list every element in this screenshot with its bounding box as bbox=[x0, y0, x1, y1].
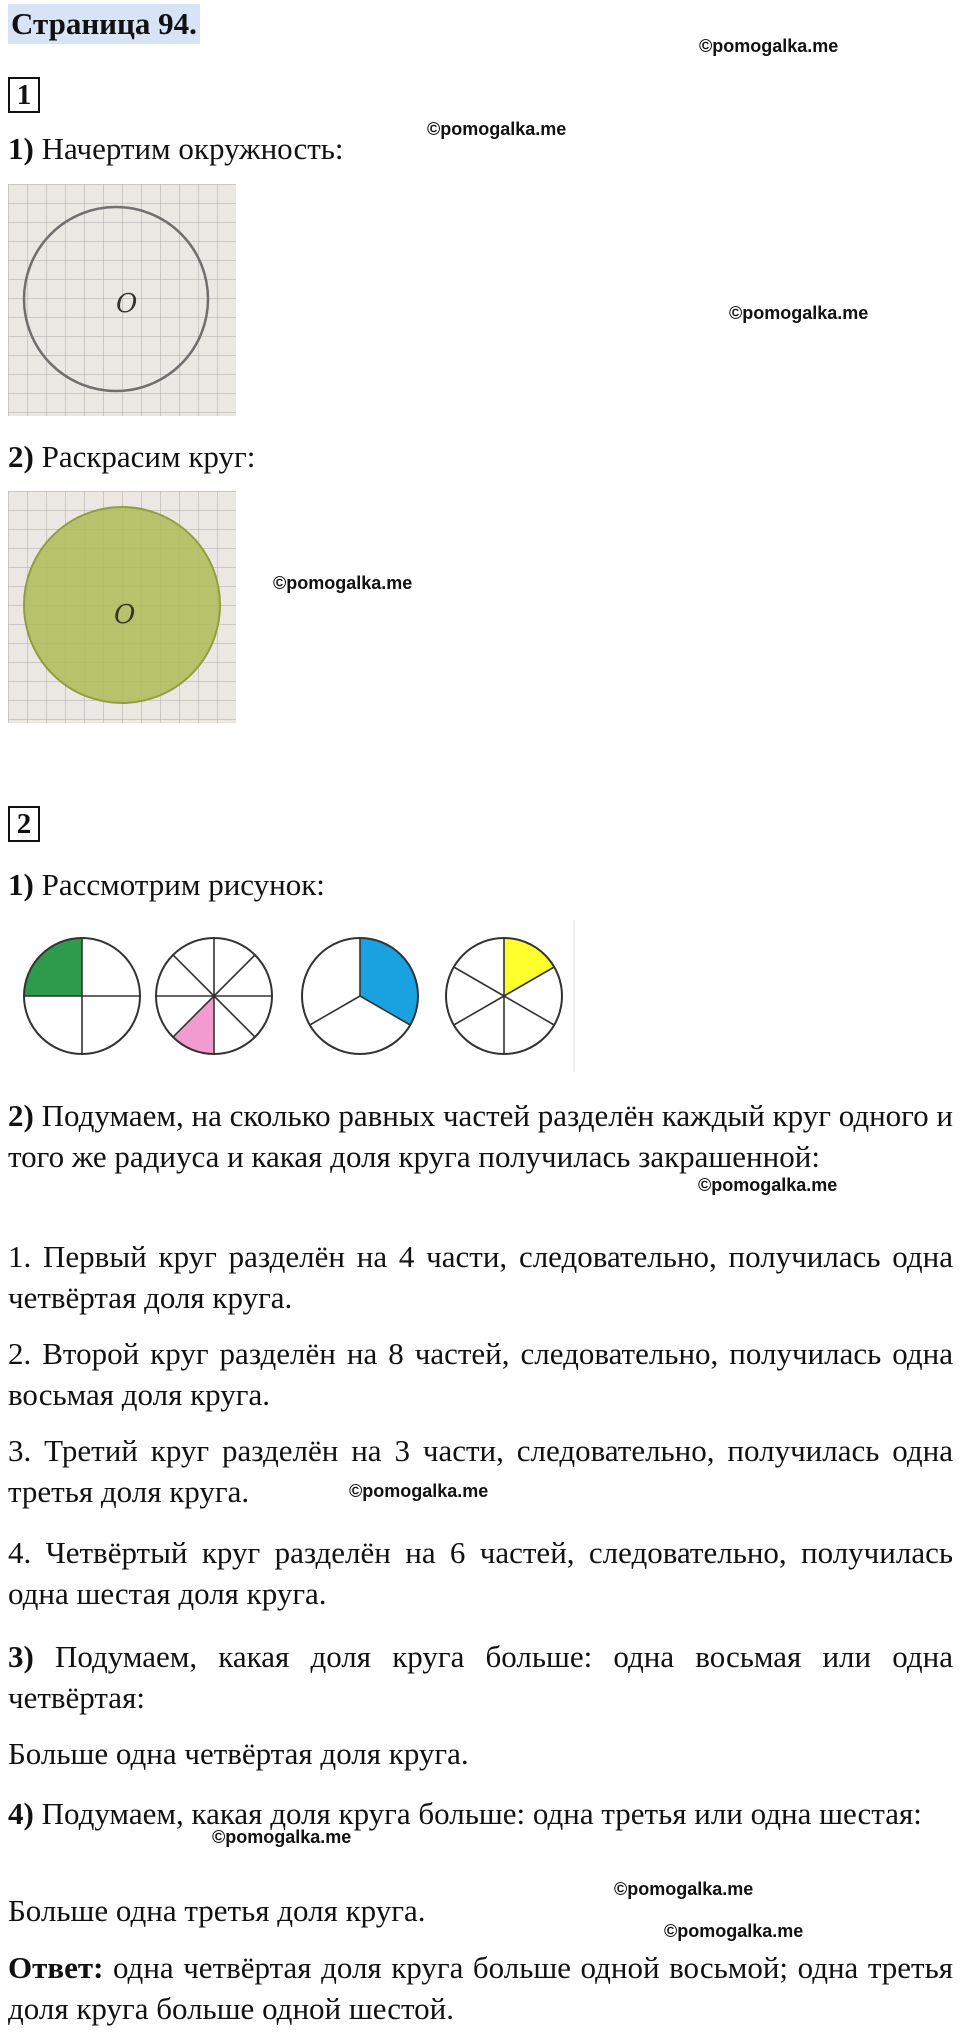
watermark: ©pomogalka.me bbox=[729, 303, 869, 323]
task2-step1 bbox=[8, 864, 325, 905]
watermark: ©pomogalka.me bbox=[349, 1481, 489, 1501]
task2-step2-text: Подумаем, на сколько равных частей разделён каждый круг одного и того же радиуса и какая доля круга получилась закрашенной: bbox=[8, 1098, 953, 1174]
task2-step1-text: Рассмотрим рисунок: bbox=[33, 867, 325, 902]
task-number-2: 2 bbox=[8, 806, 40, 842]
task1-step1 bbox=[8, 128, 344, 169]
task2-step2 bbox=[8, 1095, 953, 1177]
page-title: Страница 94. bbox=[8, 4, 200, 44]
task2-step4-number: 4) bbox=[8, 1796, 34, 1831]
task1-step1-text: Начертим окружность: bbox=[33, 131, 344, 166]
watermark: ©pomogalka.me bbox=[614, 1879, 754, 1899]
task1-step1-number: 1) bbox=[8, 131, 34, 166]
answer-label: Ответ: bbox=[8, 1950, 104, 1985]
watermark: ©pomogalka.me bbox=[698, 1175, 838, 1195]
task-number-1: 1 bbox=[8, 77, 40, 113]
task2-step3-number: 3) bbox=[8, 1639, 34, 1674]
watermark: ©pomogalka.me bbox=[664, 1921, 804, 1941]
circle-drawing-photo bbox=[8, 184, 236, 416]
task1-step2-number: 2) bbox=[8, 439, 34, 474]
task2-step3-answer: Больше одна четвёртая доля круга. bbox=[8, 1736, 469, 1771]
task2-step4-text: Подумаем, какая доля круга больше: одна третья или одна шестая: bbox=[33, 1796, 922, 1831]
fraction-circle bbox=[24, 938, 140, 1054]
list-item: 3. Третий круг разделён на 3 части, следовательно, получилась одна третья доля круга. bbox=[8, 1433, 953, 1509]
fraction-circle bbox=[156, 938, 272, 1054]
colored-circle-photo bbox=[8, 491, 236, 723]
task2-step3-text: Подумаем, какая доля круга больше: одна восьмая или одна четвёртая: bbox=[8, 1639, 953, 1715]
task2-step4-answer: Больше одна третья доля круга. bbox=[8, 1893, 426, 1928]
list-item: 4. Четвёртый круг разделён на 6 частей, следовательно, получилась одна шестая доля круга. bbox=[8, 1535, 953, 1611]
list-item: 1. Первый круг разделён на 4 части, следовательно, получилась одна четвёртая доля круга. bbox=[8, 1239, 953, 1315]
circle-center-label: О bbox=[114, 600, 136, 630]
task1-step2-text: Раскрасим круг: bbox=[33, 439, 256, 474]
task2-step2-number: 2) bbox=[8, 1098, 34, 1133]
task2-step1-number: 1) bbox=[8, 867, 34, 902]
watermark: ©pomogalka.me bbox=[699, 36, 839, 56]
watermark: ©pomogalka.me bbox=[273, 573, 413, 593]
watermark: ©pomogalka.me bbox=[212, 1827, 352, 1847]
answer-text: одна четвёртая доля круга больше одной восьмой; одна третья доля круга больше одной шестой. bbox=[8, 1950, 953, 2026]
watermark: ©pomogalka.me bbox=[427, 119, 567, 139]
task2-step3 bbox=[8, 1636, 953, 1718]
fraction-circles-figure bbox=[8, 920, 578, 1072]
list-item: 2. Второй круг разделён на 8 частей, следовательно, получилась одна восьмая доля круга. bbox=[8, 1336, 953, 1412]
task2-step4 bbox=[8, 1793, 953, 1834]
circle-center-label: О bbox=[116, 289, 138, 319]
answer bbox=[8, 1947, 953, 2029]
task1-step2 bbox=[8, 436, 255, 477]
